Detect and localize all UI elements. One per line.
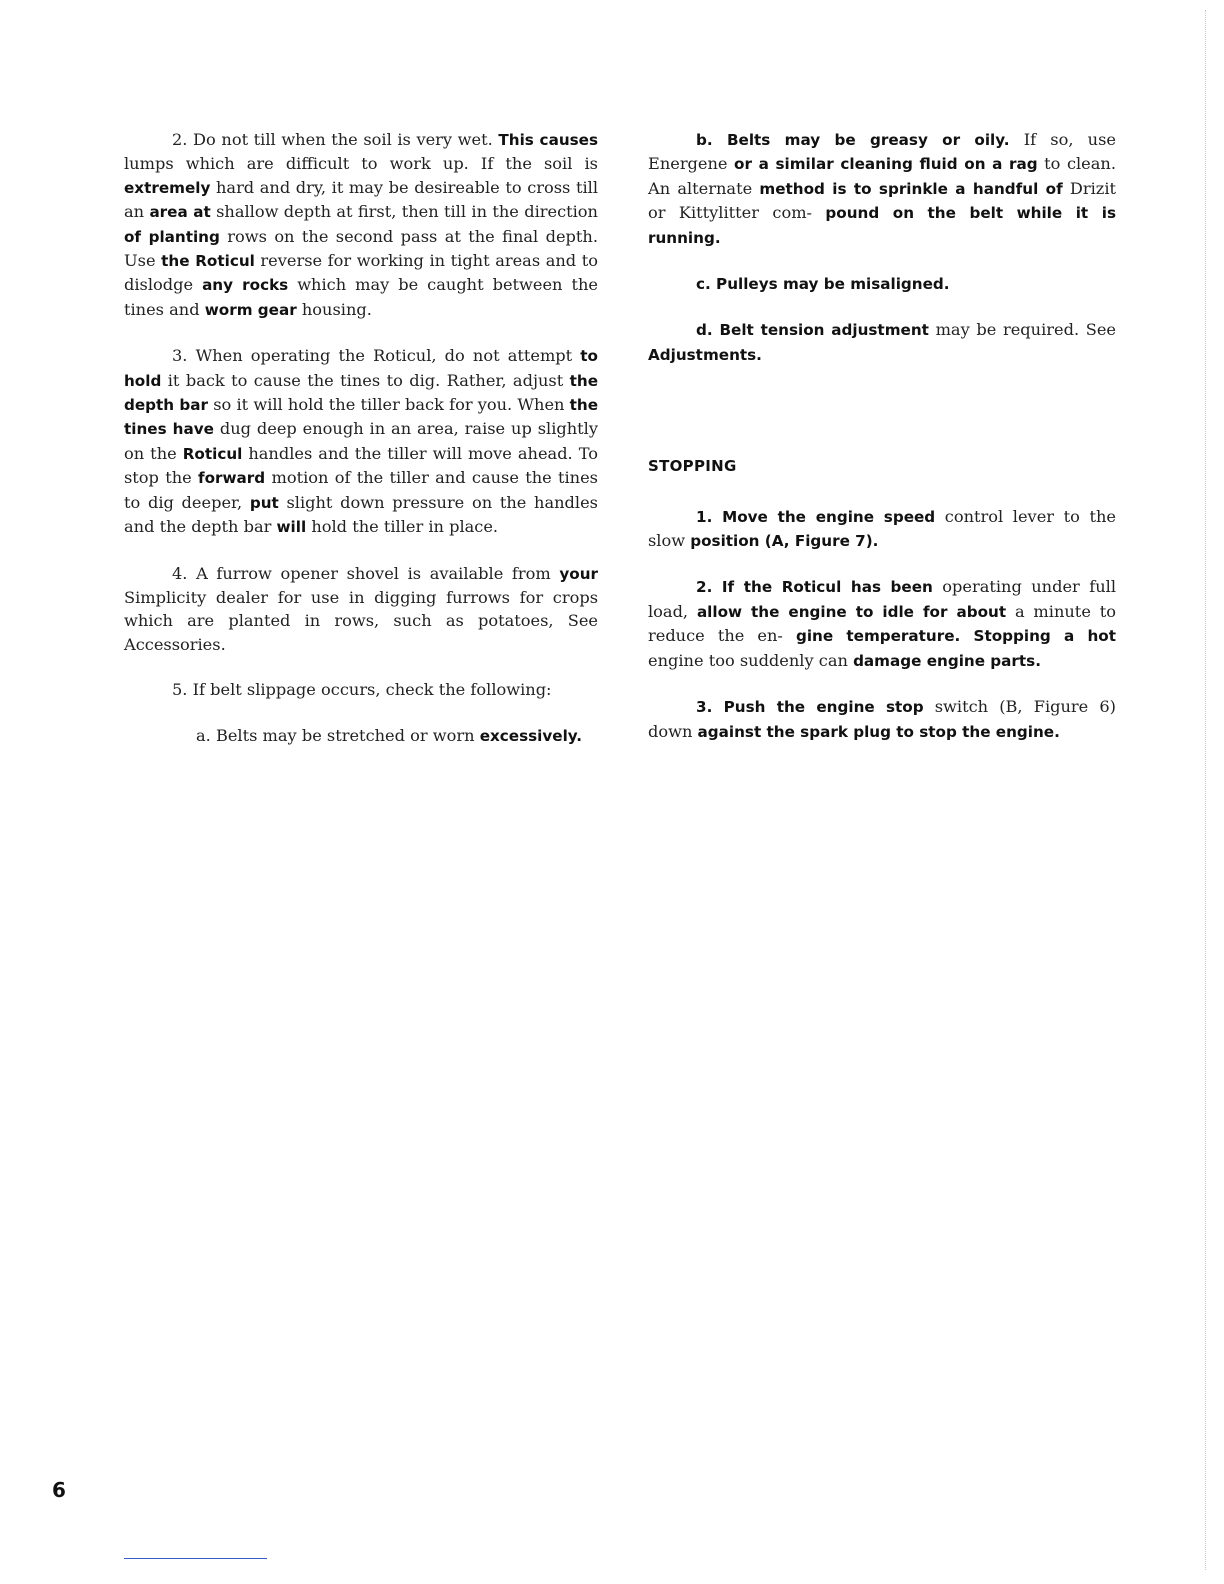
paragraph-5d: d. Belt tension adjustment may be required. See Adjustments. [648,320,1116,364]
left-column [124,128,598,748]
paragraph-2: 2. Do not till when the soil is very wet. This causes lumps which are difficult to work up. If the soil is extremely hard and dry, it may be desireable to cross till an area at shallow depth at first, then till in the direction of planting rows on the second pass at the final depth. Use the Roticul reverse for working in tight areas and to dislodge any rocks which may be caught between the tines and worm gear housing. [124,130,599,319]
right-column [648,128,1116,744]
section-heading-stopping: STOPPING [648,457,737,476]
paragraph-3: 3. When operating the Roticul, do not attempt to hold it back to cause the tines to dig. Rather, adjust the depth bar so it will hold the tiller back for you. When the tines have dug deep enough in an area, raise up slightly on the Roticul handles and the tiller will move ahead. To stop the forward motion of the tiller and cause the tines to dig deeper, put slight down pressure on the handles and the depth bar will hold the tiller in place. [124,346,599,537]
paragraph-5b: b. Belts may be greasy or oily. If so, use Energene or a similar cleaning fluid on a rag to clean. An alternate method is to sprinkle a handful of Drizit or Kittylitter com- pound on the belt while it is running. [648,130,1117,247]
paragraph-4: 4. A furrow opener shovel is available from your Simplicity dealer for use in digging furrows for crops which are planted in rows, such as potatoes, See Accessories. [124,563,598,654]
footer-rule [124,1558,267,1559]
stopping-step-1: 1. Move the engine speed control lever to the slow position (A, Figure 7). [648,506,1117,551]
paragraph-5a: a. Belts may be stretched or worn excessively. [196,725,583,745]
stopping-step-3: 3. Push the engine stop switch (B, Figure 6) down against the spark plug to stop the engine. [648,697,1116,741]
stopping-step-2: 2. If the Roticul has been operating under full load, allow the engine to idle for about a minute to reduce the en- gine temperature. Stopping a hot engine too suddenly can damage engine parts. [648,577,1116,670]
page-number: 6 [52,1478,66,1502]
page-edge-line [1204,10,1206,1570]
paragraph-5c: c. Pulleys may be misaligned. [696,275,950,294]
paragraph-5: 5. If belt slippage occurs, check the following: [172,680,552,700]
